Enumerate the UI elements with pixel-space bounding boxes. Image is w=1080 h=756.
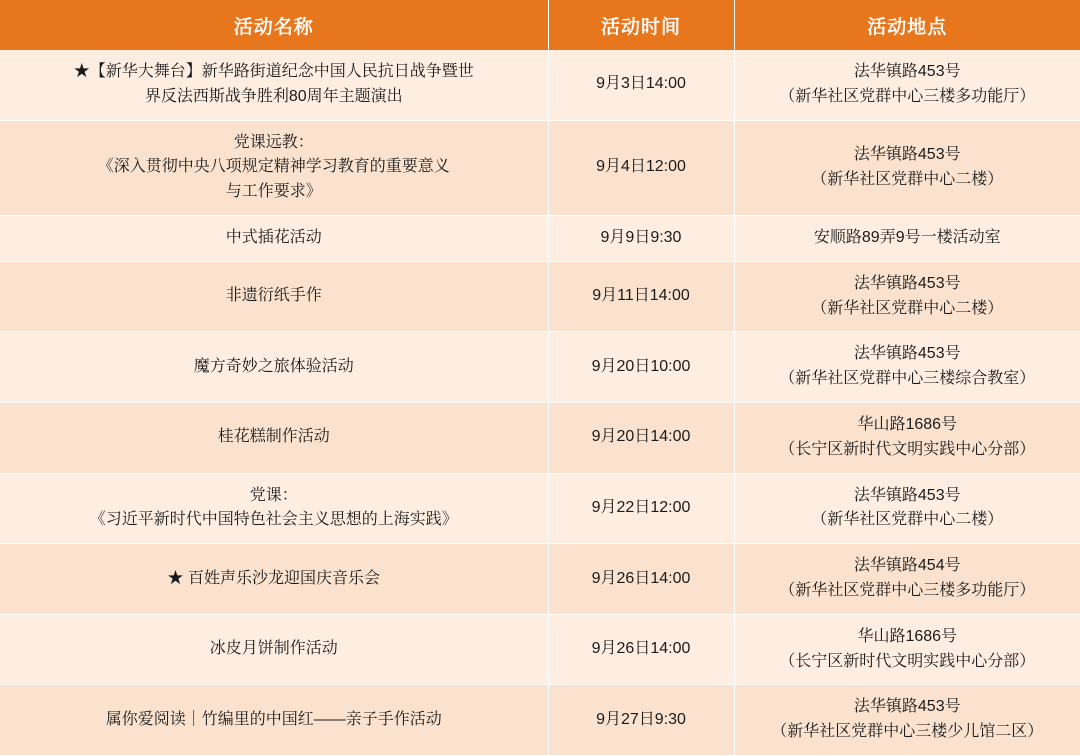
table-row	[0, 120, 1080, 215]
activity-place-line: （新华社区党群中心二楼）	[811, 170, 1004, 188]
cell-activity-name	[0, 473, 548, 544]
cell-activity-time: 9月22日12:00	[548, 473, 734, 544]
cell-activity-place	[734, 50, 1080, 120]
table-row	[0, 332, 1080, 403]
table-row	[0, 402, 1080, 473]
activity-place-line: （新华社区党群中心二楼）	[811, 511, 1004, 529]
cell-activity-place	[734, 215, 1080, 261]
activity-name-line: 属你爱阅读｜竹编里的中国红——亲子手作活动	[105, 710, 442, 728]
activity-place-line: 法华镇路453号	[853, 698, 961, 716]
activity-name-line: 《习近平新时代中国特色社会主义思想的上海实践》	[89, 511, 458, 529]
activity-name-line: 桂花糕制作活动	[217, 428, 330, 446]
cell-activity-place	[734, 473, 1080, 544]
activity-place-line: 法华镇路453号	[853, 274, 961, 292]
cell-activity-name	[0, 614, 548, 685]
cell-activity-name	[0, 544, 548, 615]
activity-place-line: 安顺路89弄9号一楼活动室	[813, 228, 1001, 246]
activity-name-line: 中式插花活动	[225, 228, 322, 246]
column-header-activity-time: 活动时间	[548, 0, 734, 50]
cell-activity-name	[0, 685, 548, 756]
activity-name-line: 冰皮月饼制作活动	[209, 640, 338, 658]
activity-name-line: 非遗衍纸手作	[225, 287, 322, 305]
table-header-row	[0, 0, 1080, 50]
activity-place-line: 法华镇路453号	[853, 345, 961, 363]
cell-activity-time: 9月11日14:00	[548, 261, 734, 332]
cell-activity-name	[0, 215, 548, 261]
activity-place-line: （新华社区党群中心三楼多功能厅）	[779, 581, 1036, 599]
activity-place-line: （新华社区党群中心二楼）	[811, 299, 1004, 317]
table-body	[0, 50, 1080, 755]
activity-place-line: （新华社区党群中心三楼少儿馆二区）	[771, 723, 1044, 741]
activity-place-line: 华山路1686号	[857, 415, 958, 433]
activity-name-line: 与工作要求》	[225, 183, 322, 201]
cell-activity-place	[734, 261, 1080, 332]
table-row	[0, 685, 1080, 756]
column-header-activity-place: 活动地点	[734, 0, 1080, 50]
activity-name-line: 《深入贯彻中央八项规定精神学习教育的重要意义	[97, 158, 450, 176]
cell-activity-time: 9月9日9:30	[548, 215, 734, 261]
cell-activity-time: 9月3日14:00	[548, 50, 734, 120]
cell-activity-name	[0, 50, 548, 120]
cell-activity-name	[0, 120, 548, 215]
cell-activity-place	[734, 402, 1080, 473]
cell-activity-name	[0, 402, 548, 473]
activity-name-line: ★ 百姓声乐沙龙迎国庆音乐会	[167, 569, 380, 587]
table-row	[0, 473, 1080, 544]
activity-place-line: 法华镇路453号	[853, 145, 961, 163]
cell-activity-place	[734, 332, 1080, 403]
activity-name-line: 魔方奇妙之旅体验活动	[193, 357, 354, 375]
cell-activity-name	[0, 332, 548, 403]
table-header	[0, 0, 1080, 50]
activity-place-line: （新华社区党群中心三楼多功能厅）	[779, 87, 1036, 105]
cell-activity-time: 9月26日14:00	[548, 614, 734, 685]
activity-place-line: 法华镇路453号	[853, 63, 961, 80]
table-row	[0, 614, 1080, 685]
activity-name-line: 党课：	[249, 486, 298, 504]
cell-activity-place	[734, 685, 1080, 756]
activity-name-line: ★【新华大舞台】新华路街道纪念中国人民抗日战争暨世	[73, 63, 474, 80]
cell-activity-place	[734, 614, 1080, 685]
activity-place-line: 法华镇路453号	[853, 486, 961, 504]
cell-activity-time: 9月20日14:00	[548, 402, 734, 473]
cell-activity-time: 9月26日14:00	[548, 544, 734, 615]
activity-place-line: 华山路1686号	[857, 627, 958, 645]
cell-activity-place	[734, 544, 1080, 615]
activity-place-line: （长宁区新时代文明实践中心分部）	[779, 440, 1036, 458]
table-row	[0, 544, 1080, 615]
activity-name-line: 党课远教：	[233, 133, 314, 151]
activity-place-line: （长宁区新时代文明实践中心分部）	[779, 652, 1036, 670]
table-row	[0, 261, 1080, 332]
column-header-activity-name: 活动名称	[0, 0, 548, 50]
cell-activity-time: 9月4日12:00	[548, 120, 734, 215]
table-row	[0, 50, 1080, 120]
cell-activity-place	[734, 120, 1080, 215]
activity-place-line: （新华社区党群中心三楼综合教室）	[779, 370, 1036, 388]
cell-activity-time: 9月27日9:30	[548, 685, 734, 756]
activity-place-line: 法华镇路454号	[853, 557, 961, 575]
table-row	[0, 215, 1080, 261]
activity-name-line: 界反法西斯战争胜利80周年主题演出	[144, 87, 403, 105]
cell-activity-time: 9月20日10:00	[548, 332, 734, 403]
cell-activity-name	[0, 261, 548, 332]
